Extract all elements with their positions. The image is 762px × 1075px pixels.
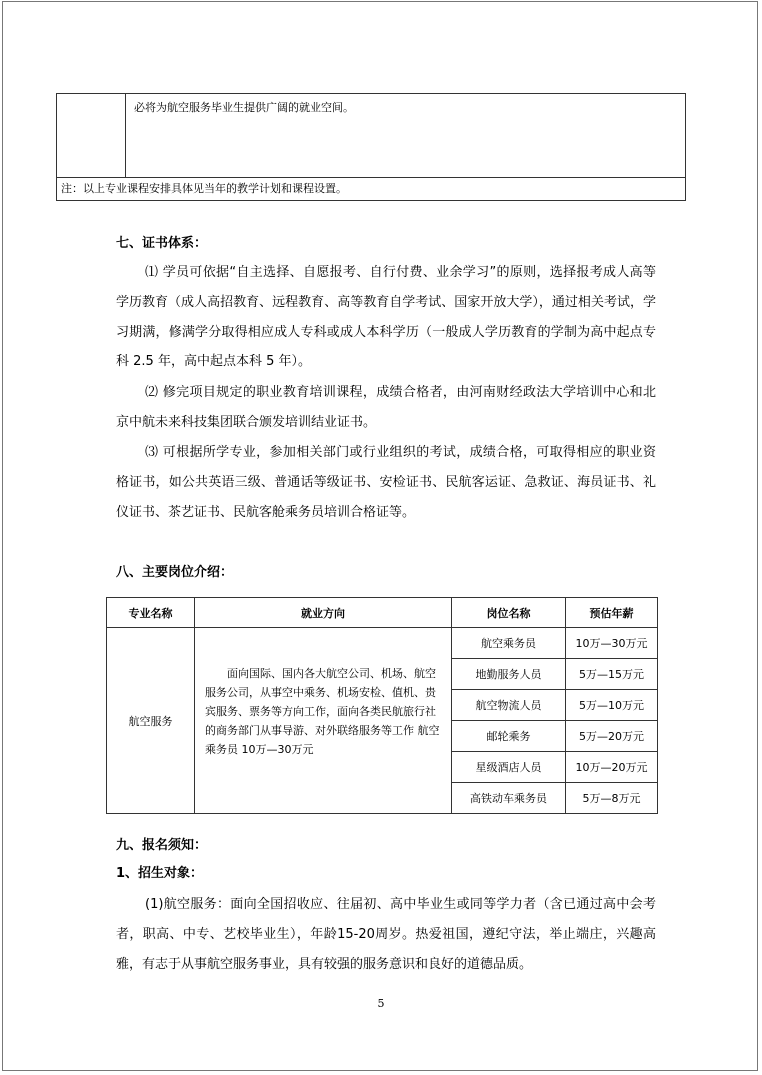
header-direction: 就业方向	[195, 598, 452, 628]
cell-major: 航空服务	[107, 628, 195, 814]
table-header-row	[107, 598, 658, 628]
paragraph-target-1: (1)航空服务：面向全国招收应、往届初、高中毕业生或同等学力者（含已通过高中会考者，职高、中专、艺校毕业生），年龄15-20周岁。热爱祖国，遵纪守法，举止端庄，兴趣高雅，有志于从事航空服务事业，具有较强的服务意识和良好的道德品质。	[116, 897, 656, 972]
cell-position: 邮轮乘务	[452, 721, 566, 752]
header-major: 专业名称	[107, 598, 195, 628]
table-note: 注：以上专业课程安排具体见当年的教学计划和课程设置。	[57, 178, 686, 201]
cell-direction: 面向国际、国内各大航空公司、机场、航空服务公司，从事空中乘务、机场安检、值机、贵宾服务、票务等方向工作，面向各类民航旅行社的商务部门从事导游、对外联络服务等工作 航空乘务员 10万—30万元	[195, 628, 452, 814]
paragraph-certificates-2: ⑵ 修完项目规定的职业教育培训课程，成绩合格者，由河南财经政法大学培训中心和北京中航未来科技集团联合颁发培训结业证书。	[116, 385, 656, 430]
header-position: 岗位名称	[452, 598, 566, 628]
cell-salary: 5万—8万元	[566, 783, 658, 814]
cell-salary: 5万—15万元	[566, 659, 658, 690]
cell-position: 航空乘务员	[452, 628, 566, 659]
cell-salary: 10万—20万元	[566, 752, 658, 783]
section-heading-certificates: 七、证书体系：	[116, 236, 208, 251]
paragraph-certificates-1: ⑴ 学员可依据“自主选择、自愿报考、自行付费、业余学习”的原则，选择报考成人高等学历教育（成人高招教育、远程教育、高等教育自学考试、国家开放大学），通过相关考试，学习期满，修满学分取得相应成人专科或成人本科学历（一般成人学历教育的学制为高中起点专科 2.5 年，高中起点本科 5 年）。	[116, 265, 656, 370]
cell-salary: 5万—20万元	[566, 721, 658, 752]
cell-salary: 10万—30万元	[566, 628, 658, 659]
table-cell-text: 必将为航空服务毕业生提供广阔的就业空间。	[126, 94, 686, 178]
positions-table	[106, 597, 658, 814]
page-number: 5	[377, 997, 385, 1010]
table-cell-empty	[57, 94, 126, 178]
paragraph-certificates-3: ⑶ 可根据所学专业，参加相关部门或行业组织的考试，成绩合格，可取得相应的职业资格证书，如公共英语三级、普通话等级证书、安检证书、民航客运证、急救证、海员证书、礼仪证书、茶艺证书、民航客舱乘务员培训合格证等。	[116, 445, 656, 520]
subheading-target: 1、招生对象：	[116, 866, 204, 881]
cell-position: 地勤服务人员	[452, 659, 566, 690]
section-heading-positions: 八、主要岗位介绍：	[116, 565, 234, 580]
section-heading-enrollment: 九、报名须知：	[116, 838, 208, 853]
cell-position: 高铁动车乘务员	[452, 783, 566, 814]
header-salary: 预估年薪	[566, 598, 658, 628]
cell-position: 航空物流人员	[452, 690, 566, 721]
table-row	[107, 628, 658, 659]
curriculum-table-continuation	[56, 93, 686, 201]
cell-salary: 5万—10万元	[566, 690, 658, 721]
cell-position: 星级酒店人员	[452, 752, 566, 783]
